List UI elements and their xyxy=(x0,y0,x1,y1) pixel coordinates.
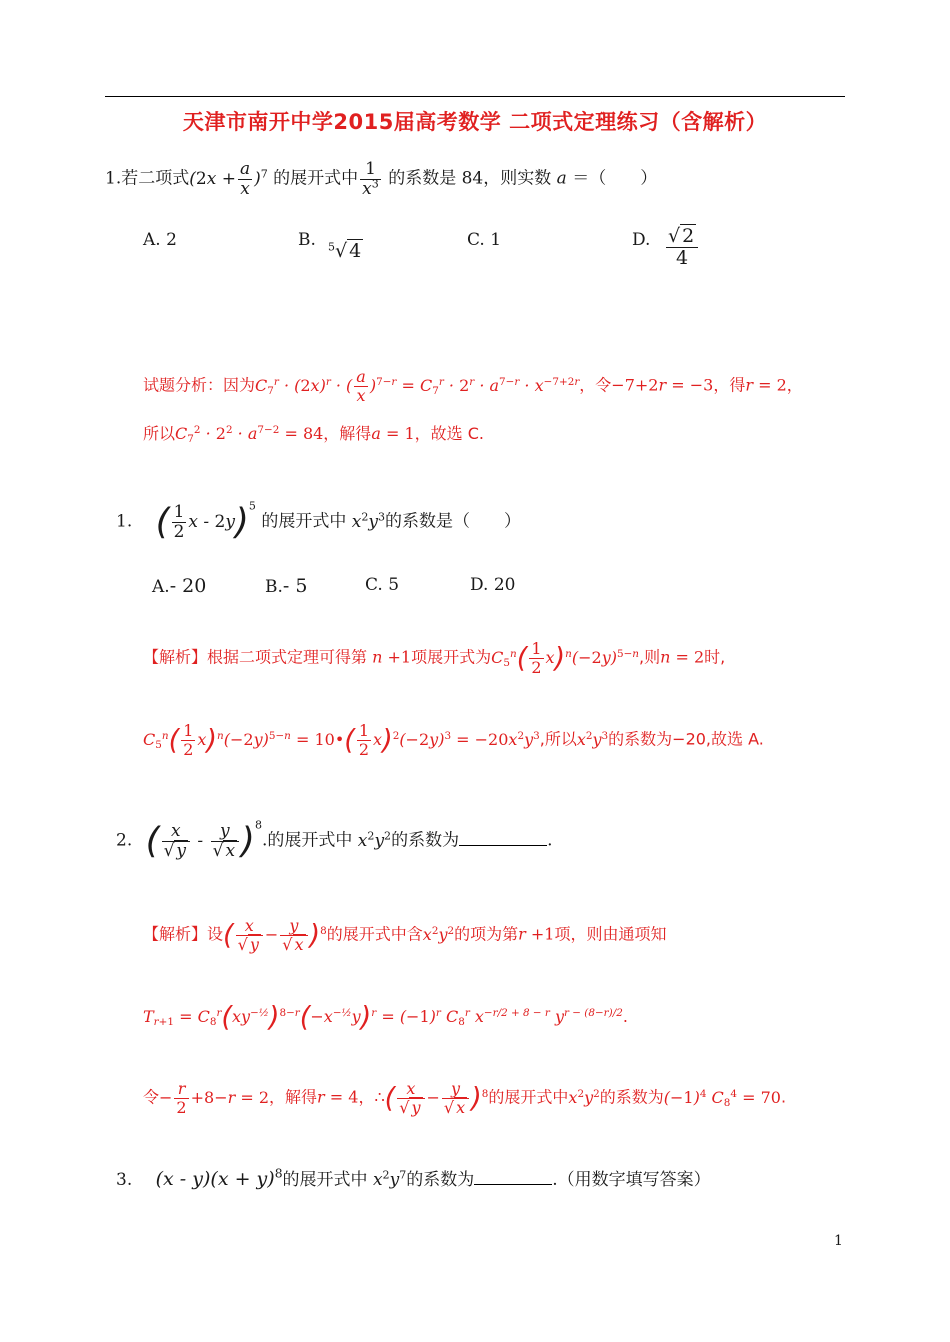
analysis-3-line-1: 【解析】设( $\frac{x}{√ y}$ − $\frac{y}{√ x}$ )$^8$的展开式中含$x^2y^2$的项为第r +1项，则由通项知 xyxy=(143,916,667,954)
math-expression: ( $\frac{1}{2}$ x - 2y)$^5$ xyxy=(155,499,256,543)
option-c: C. 5 xyxy=(365,575,400,595)
stem-text: 的系数是 84，则实数 xyxy=(388,168,552,189)
header-rule xyxy=(105,96,845,97)
analysis-2-line-2: $C_5^n$( $\frac{1}{2}$ $x)^n(-2y)^{5-n}$ = 10•( $\frac{1}{2}$ $x)^2(-2y)^3 = -20x^2y^3$,所以$x^2y^3$的系数为−20,故选 A. xyxy=(143,721,764,759)
option-d: D. xyxy=(632,230,651,250)
option-c: C. 1 xyxy=(467,230,502,250)
analysis-1-line-1: 试题分析：因为$C_7^r \cdot (2x)^r$ · ( $\frac{a}{x}$ )$^{7-r} = C_7^r \cdot 2^r \cdot a^{7-r} \cdot x^{-7+2r}$，令−7+2r = −3，得r = 2， xyxy=(143,367,803,405)
stem-text: 的系数为 xyxy=(406,1170,475,1190)
stem-text: 的展开式中 xyxy=(261,511,347,532)
analysis-3-line-3: 令− $\frac{r}{2}$ +8−r = 2，解得r = 4，∴( $\frac{x}{√ y}$ − $\frac{y}{√ x}$ )$^8$的展开式中$x^2y^2$的系数为$(-1)^4$ $C_8^4 = 70$. xyxy=(143,1079,787,1117)
stem-text: . xyxy=(547,830,553,851)
option-a-value: - 20 xyxy=(169,575,207,597)
stem-text: ＝（ ） xyxy=(572,168,658,189)
stem-text: 的系数为 xyxy=(391,830,460,851)
stem-text: 的展开式中 xyxy=(273,168,359,189)
problem-number: 1. xyxy=(116,511,133,532)
problem-4-stem xyxy=(116,1166,711,1190)
answer-blank[interactable] xyxy=(459,831,547,846)
math-expression: ( $\frac{x}{√ y}$ - $\frac{y}{√ x}$ )$^8$ xyxy=(145,818,262,862)
stem-text: .的展开式中 xyxy=(262,830,353,851)
option-a: A.- 20 xyxy=(152,575,207,597)
answer-blank[interactable] xyxy=(474,1170,552,1185)
option-d-value: $\frac{√ 2}{4}$ xyxy=(664,226,700,269)
option-b: B. xyxy=(298,230,316,250)
math-expression: (2x + $\frac{a}{x}$ )$^7$ xyxy=(189,159,268,199)
problem-2-stem xyxy=(116,499,522,543)
stem-text: 若二项式 xyxy=(121,168,190,189)
math-term: $x^2y^3$ xyxy=(346,510,386,532)
analysis-3-line-2: $T_{r+1} = C_8^r(xy^{-\frac{1}{2}})^{8-r}(-x^{-\frac{1}{2}}y)^r = (-1)^r$ $C_8^r$ $x^{-r/2 + 8 - r}$ $y^{r - (8-r)/2}$. xyxy=(143,1002,628,1033)
page-number: 1 xyxy=(834,1233,843,1249)
problem-number: 3. xyxy=(116,1170,133,1190)
stem-text: 的展开式中 xyxy=(282,1170,368,1190)
option-a: A. 2 xyxy=(143,230,177,250)
stem-text: .（用数字填写答案） xyxy=(552,1170,711,1190)
analysis-1-line-2: 所以$C_7^2 \cdot 2^2 \cdot a^{7-2} = 84$，解得a = 1，故选 C. xyxy=(143,423,484,446)
math-expression: $(x - y)(x + y)^8$ xyxy=(155,1166,283,1190)
analysis-2-line-1: 【解析】根据二项式定理可得第 n +1项展开式为$C_5^n$( $\frac{1}{2}$ $x)^n(-2y)^{5-n}$,则n = 2时, xyxy=(143,639,726,677)
option-d: D. 20 xyxy=(470,575,516,595)
option-b: B.- 5 xyxy=(265,575,308,597)
math-term: $x^2y^2$ xyxy=(352,829,392,851)
option-b-value: - 5 xyxy=(282,575,308,597)
math-fraction: $\frac{1}{x^3}$ xyxy=(362,159,379,199)
stem-text: 的系数是（ ） xyxy=(385,511,522,532)
math-term: $x^2y^7$ xyxy=(367,1168,407,1190)
problem-3-stem xyxy=(116,818,553,862)
option-b-value: $^5$√ 4 xyxy=(328,240,362,262)
problem-1-stem xyxy=(105,160,657,198)
math-variable: a xyxy=(551,168,573,189)
problem-number: 1. xyxy=(105,168,122,189)
page-title: 天津市南开中学2015届高考数学 二项式定理练习（含解析） xyxy=(182,110,768,134)
problem-number: 2. xyxy=(116,830,133,851)
